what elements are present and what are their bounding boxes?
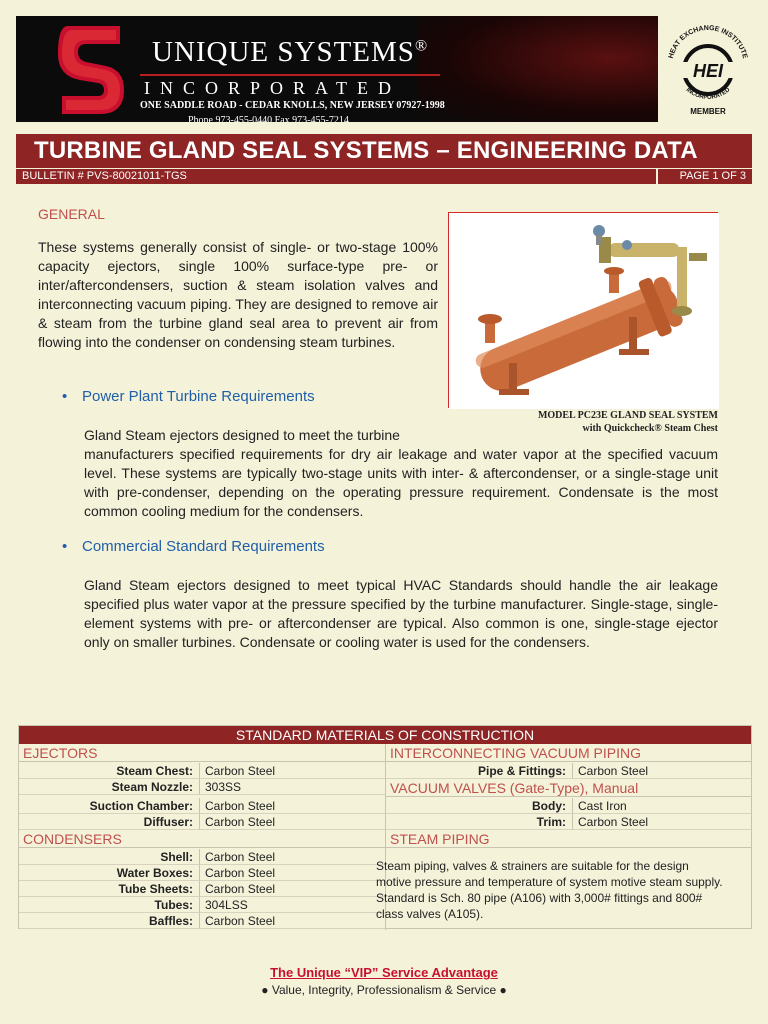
condenser-value: 304LSS xyxy=(199,897,385,913)
condenser-value: Carbon Steel xyxy=(199,913,385,929)
footer-tagline: ● Value, Integrity, Professionalism & Service ● xyxy=(261,983,507,997)
ejector-label: Steam Nozzle: xyxy=(19,779,199,795)
company-logo-icon xyxy=(48,20,140,120)
valve-label: Trim: xyxy=(386,814,572,830)
svg-text:HEI: HEI xyxy=(692,61,724,81)
svg-text:INCORPORATED: INCORPORATED xyxy=(684,87,732,101)
valve-value: Carbon Steel xyxy=(572,814,751,830)
power-plant-text: manufacturers specified requirements for dry air leakage and water vapor at the specified vacuum level. These systems are typically two-stage units with inter- & aftercondenser, or a single-stage unit with pre-condenser, depending on the operating pressure requirement. Condensate is the most common cooling medium for the condensers. xyxy=(84,446,718,519)
page-title: TURBINE GLAND SEAL SYSTEMS – ENGINEERING DATA xyxy=(16,134,752,168)
condenser-value: Carbon Steel xyxy=(199,849,385,865)
condenser-label: Water Boxes: xyxy=(19,865,199,881)
ejector-label: Steam Chest: xyxy=(19,763,199,779)
condenser-label: Tubes: xyxy=(19,897,199,913)
piping-heading: INTERCONNECTING VACUUM PIPING xyxy=(386,744,751,762)
ejectors-heading: EJECTORS xyxy=(19,744,385,762)
condenser-value: Carbon Steel xyxy=(199,881,385,897)
ejector-value: Carbon Steel xyxy=(199,763,385,779)
hei-member-logo xyxy=(662,22,754,118)
company-name: UNIQUE SYSTEMS® xyxy=(152,36,429,68)
condensers-heading: CONDENSERS xyxy=(19,830,385,848)
condenser-label: Baffles: xyxy=(19,913,199,929)
gland-seal-system-image xyxy=(449,213,719,409)
product-photo xyxy=(448,212,718,408)
valve-label: Body: xyxy=(386,798,572,814)
company-address: ONE SADDLE ROAD - CEDAR KNOLLS, NEW JERSEY 07927-1998 xyxy=(140,100,445,111)
company-phone: Phone 973-455-0440 Fax 973-455-7214 xyxy=(188,115,349,122)
power-plant-heading: • Power Plant Turbine Requirements xyxy=(62,388,315,405)
bulletin-row xyxy=(16,169,752,184)
photo-caption: MODEL PC23E GLAND SEAL SYSTEM with Quickcheck® Steam Chest xyxy=(537,410,718,434)
ejector-value: Carbon Steel xyxy=(199,798,385,814)
condenser-label: Tube Sheets: xyxy=(19,881,199,897)
general-text: These systems generally consist of single- or two-stage 100% capacity ejectors, single 100% surface-type pre- or inter/aftercondensers, suction & steam isolation valves and interconnecting vacuum piping. They are designed to remove air & steam from the turbine gland seal area to prevent air from flowing into the condenser on condensing steam turbines. xyxy=(38,239,438,350)
ejector-label: Diffuser: xyxy=(19,814,199,830)
page-number: PAGE 1 OF 3 xyxy=(658,169,752,184)
valve-value: Cast Iron xyxy=(572,798,751,814)
ejector-value: Carbon Steel xyxy=(199,814,385,830)
footer-title: The Unique “VIP” Service Advantage xyxy=(270,965,498,980)
header-rule xyxy=(140,74,440,76)
company-incorporated: INCORPORATED xyxy=(144,78,402,98)
condenser-value: Carbon Steel xyxy=(199,865,385,881)
commercial-heading: • Commercial Standard Requirements xyxy=(62,538,325,555)
general-heading: GENERAL xyxy=(38,206,105,222)
header-banner xyxy=(16,16,658,122)
materials-title: STANDARD MATERIALS OF CONSTRUCTION xyxy=(19,726,751,744)
steam-piping-heading: STEAM PIPING xyxy=(386,830,751,848)
condenser-label: Shell: xyxy=(19,849,199,865)
piping-label: Pipe & Fittings: xyxy=(386,763,572,779)
svg-text:MEMBER: MEMBER xyxy=(690,107,726,116)
bulletin-number: BULLETIN # PVS-80021011-TGS xyxy=(16,169,656,184)
valves-heading: VACUUM VALVES (Gate-Type), Manual xyxy=(386,779,751,797)
ejector-label: Suction Chamber: xyxy=(19,798,199,814)
power-plant-line1: Gland Steam ejectors designed to meet the turbine xyxy=(84,427,400,443)
commercial-text: Gland Steam ejectors designed to meet typical HVAC Standards should handle the air leakage specified plus water vapor at the pressure specified by the turbine manufacturer. Single-stage, single-element systems with pre- or aftercondenser are typical. Also common is one, single-stage ejector only on smaller turbines. Condensate or cooling water is used for the condensers. xyxy=(84,577,718,650)
ejector-value: 303SS xyxy=(199,779,385,795)
steam-piping-text: Steam piping, valves & strainers are suitable for the design motive pressure and temperature of system motive steam supply. Standard is Sch. 80 pipe (A106) with 3,000# fittings and 800# class valves (A105). xyxy=(376,859,723,921)
svg-text:HEAT EXCHANGE INSTITUTE: HEAT EXCHANGE INSTITUTE xyxy=(667,24,749,60)
piping-value: Carbon Steel xyxy=(572,763,751,779)
